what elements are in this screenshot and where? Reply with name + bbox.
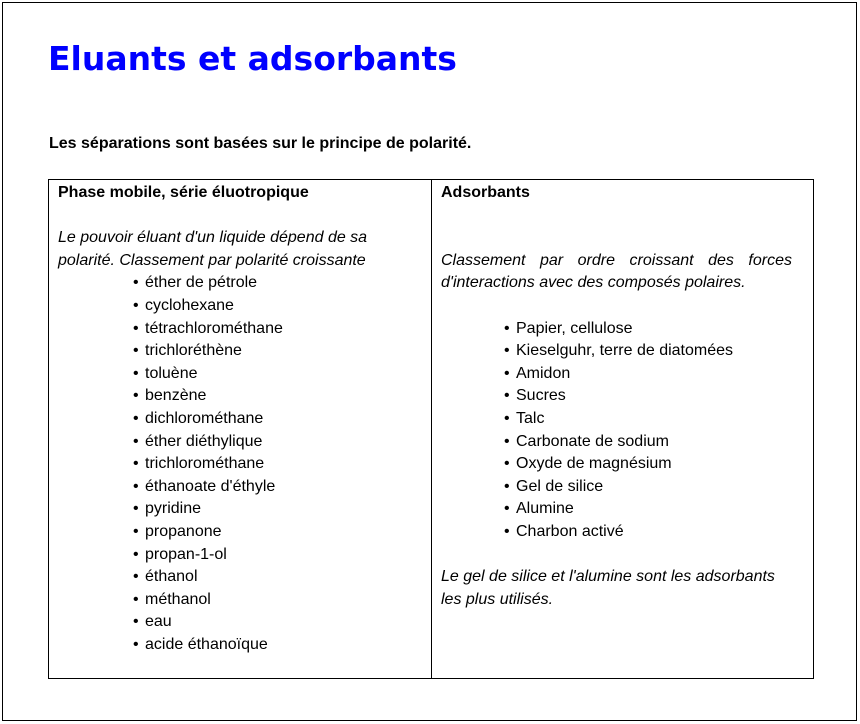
list-item-label: propan-1-ol bbox=[145, 545, 227, 563]
eluotropic-list bbox=[58, 272, 422, 656]
list-item bbox=[58, 318, 422, 341]
bullet-icon: • bbox=[133, 613, 139, 631]
list-item bbox=[441, 453, 792, 476]
bullet-icon: • bbox=[133, 342, 139, 360]
bullet-icon: • bbox=[504, 387, 510, 405]
bullet-icon: • bbox=[504, 522, 510, 540]
bullet-icon: • bbox=[133, 500, 139, 518]
list-item-label: Kieselguhr, terre de diatomées bbox=[516, 342, 734, 360]
bullet-icon: • bbox=[133, 319, 139, 337]
list-item bbox=[441, 498, 792, 521]
bullet-icon: • bbox=[504, 432, 510, 450]
list-item-label: pyridine bbox=[145, 500, 202, 518]
list-item bbox=[58, 453, 422, 476]
list-item-label: Amidon bbox=[516, 364, 571, 382]
list-item bbox=[58, 521, 422, 544]
bullet-icon: • bbox=[133, 432, 139, 450]
list-item-label: Alumine bbox=[516, 500, 574, 518]
list-item-label: Gel de silice bbox=[516, 477, 604, 495]
bullet-icon: • bbox=[133, 522, 139, 540]
list-item bbox=[58, 385, 422, 408]
list-item bbox=[441, 340, 792, 363]
bullet-icon: • bbox=[133, 568, 139, 586]
list-item-label: toluène bbox=[145, 364, 198, 382]
list-item-label: Sucres bbox=[516, 387, 566, 405]
list-item bbox=[58, 476, 422, 499]
bullet-icon: • bbox=[133, 296, 139, 314]
list-item-label: éthanol bbox=[145, 568, 198, 586]
list-item-label: acide éthanoïque bbox=[145, 635, 268, 653]
adsorbents-conclusion: Le gel de silice et l'alumine sont les adsorbants les plus utilisés. bbox=[441, 568, 775, 608]
adsorbents-intro: Classement par ordre croissant des forces d'interactions avec des composés polaires. bbox=[441, 251, 792, 292]
bullet-icon: • bbox=[133, 635, 139, 653]
list-item bbox=[58, 498, 422, 521]
bullet-icon: • bbox=[504, 455, 510, 473]
list-item bbox=[441, 476, 792, 499]
list-item-label: cyclohexane bbox=[145, 296, 234, 314]
bullet-icon: • bbox=[133, 387, 139, 405]
list-item bbox=[58, 340, 422, 363]
bullet-icon: • bbox=[133, 545, 139, 563]
bullet-icon: • bbox=[133, 364, 139, 382]
adsorbents-list bbox=[441, 318, 792, 544]
list-item-label: Talc bbox=[516, 409, 545, 427]
document-page bbox=[2, 2, 857, 721]
list-item-label: Oxyde de magnésium bbox=[516, 455, 672, 473]
list-item bbox=[441, 408, 792, 431]
adsorbents-column bbox=[432, 180, 814, 611]
list-item-label: éther diéthylique bbox=[145, 432, 263, 450]
comparison-table bbox=[48, 179, 814, 679]
list-item bbox=[58, 634, 422, 657]
list-item-label: Carbonate de sodium bbox=[516, 432, 669, 450]
list-item bbox=[58, 431, 422, 454]
list-item bbox=[58, 295, 422, 318]
list-item-label: Papier, cellulose bbox=[516, 319, 633, 337]
list-item bbox=[441, 363, 792, 386]
bullet-icon: • bbox=[504, 342, 510, 360]
bullet-icon: • bbox=[133, 409, 139, 427]
list-item-label: Charbon activé bbox=[516, 522, 624, 540]
list-item-label: trichlorométhane bbox=[145, 455, 265, 473]
page-title: Eluants et adsorbants bbox=[48, 39, 457, 78]
mobile-phase-header: Phase mobile, série éluotropique bbox=[58, 184, 309, 201]
bullet-icon: • bbox=[133, 455, 139, 473]
mobile-phase-intro: Le pouvoir éluant d'un liquide dépend de sa polarité. Classement par polarité croissante bbox=[58, 229, 368, 269]
list-item bbox=[441, 521, 792, 544]
list-item bbox=[58, 272, 422, 295]
list-item bbox=[58, 611, 422, 634]
list-item-label: propanone bbox=[145, 522, 222, 540]
list-item bbox=[441, 431, 792, 454]
list-item-label: dichlorométhane bbox=[145, 409, 264, 427]
list-item-label: trichloréthène bbox=[145, 342, 242, 360]
list-item bbox=[441, 318, 792, 341]
list-item-label: benzène bbox=[145, 387, 207, 405]
list-item-label: éthanoate d'éthyle bbox=[145, 477, 276, 495]
bullet-icon: • bbox=[504, 500, 510, 518]
list-item bbox=[58, 589, 422, 612]
list-item-label: tétrachlorométhane bbox=[145, 319, 283, 337]
page-subtitle: Les séparations sont basées sur le principe de polarité. bbox=[49, 135, 472, 152]
list-item bbox=[58, 544, 422, 567]
adsorbents-header: Adsorbants bbox=[441, 184, 530, 201]
list-item-label: eau bbox=[145, 613, 172, 631]
bullet-icon: • bbox=[504, 364, 510, 382]
bullet-icon: • bbox=[504, 477, 510, 495]
list-item-label: éther de pétrole bbox=[145, 274, 258, 292]
bullet-icon: • bbox=[133, 590, 139, 608]
bullet-icon: • bbox=[133, 274, 139, 292]
list-item bbox=[58, 363, 422, 386]
bullet-icon: • bbox=[133, 477, 139, 495]
list-item bbox=[58, 566, 422, 589]
mobile-phase-column bbox=[49, 180, 431, 656]
bullet-icon: • bbox=[504, 409, 510, 427]
list-item bbox=[441, 385, 792, 408]
bullet-icon: • bbox=[504, 319, 510, 337]
list-item-label: méthanol bbox=[145, 590, 211, 608]
list-item bbox=[58, 408, 422, 431]
